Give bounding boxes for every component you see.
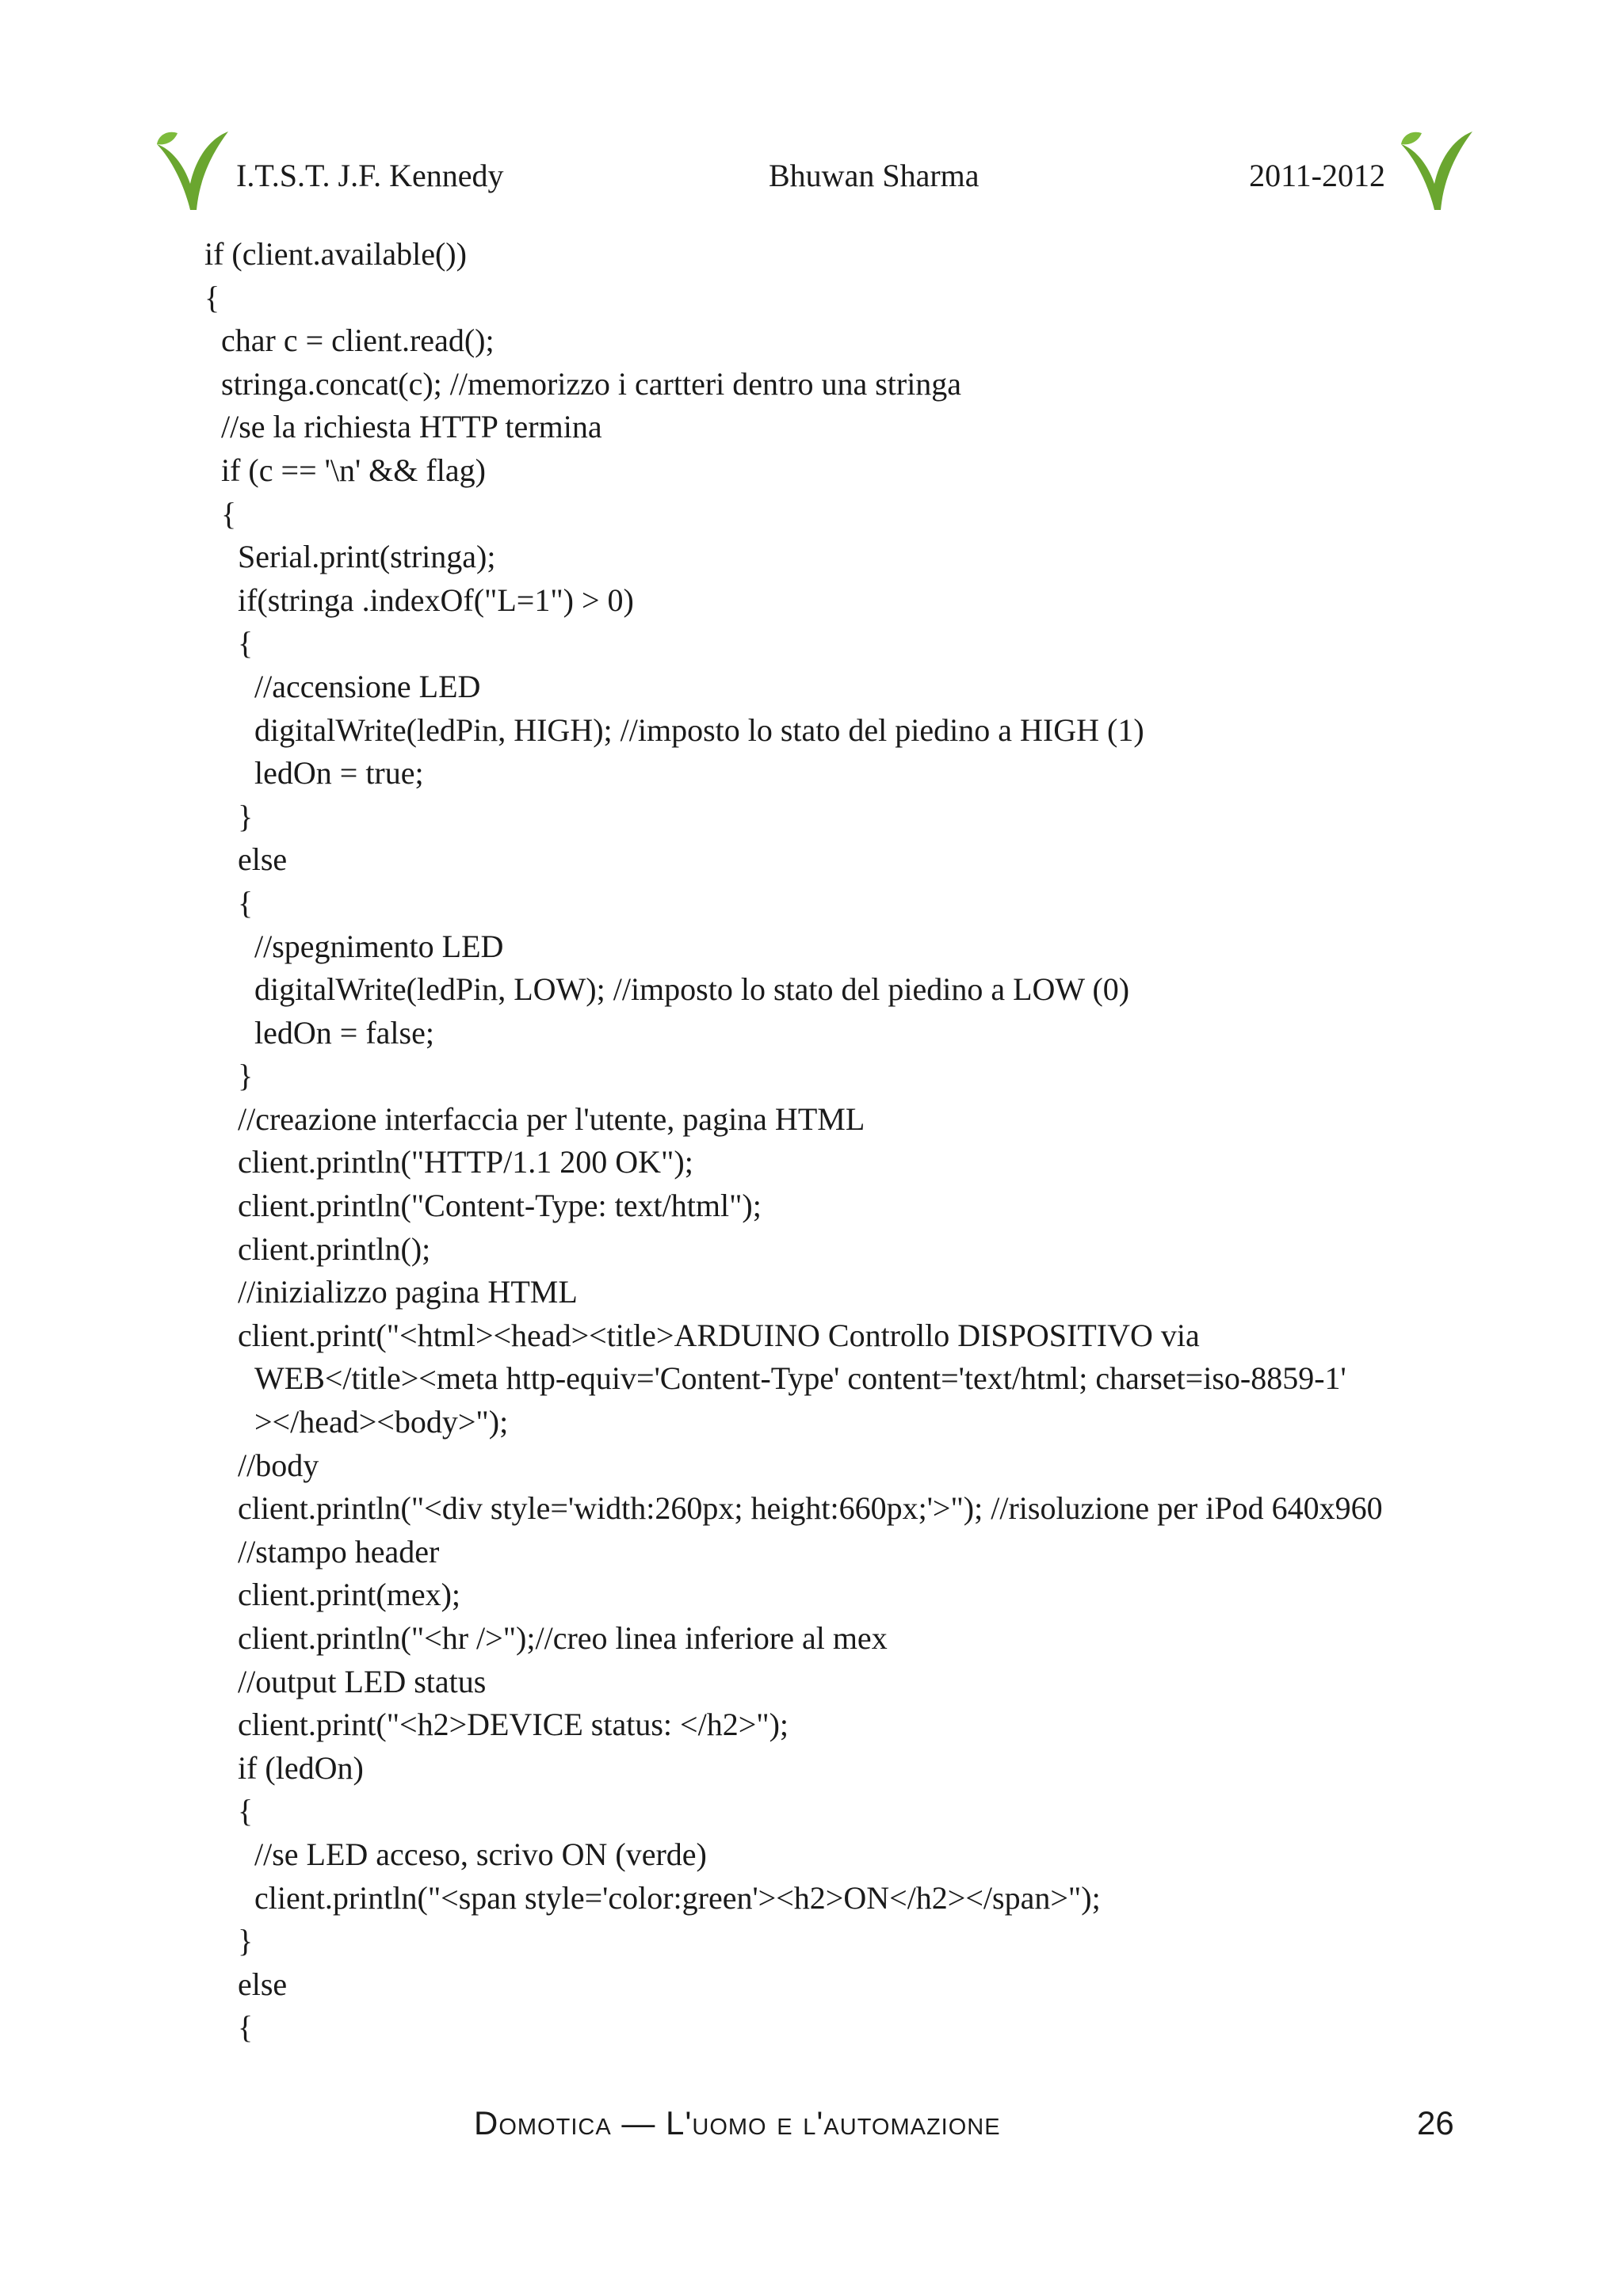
code-line: client.print(mex); [238, 1577, 461, 1613]
code-line: client.println("<div style='width:260px; height:660px;'>"); //risoluzione per iPod 640x960 [238, 1490, 1383, 1527]
code-line: //body [238, 1447, 319, 1483]
code-line: //output LED status [238, 1663, 487, 1699]
code-line: client.println("Content-Type: text/html"); [238, 1188, 762, 1224]
code-line: digitalWrite(ledPin, LOW); //imposto lo stato del piedino a LOW (0) [254, 971, 1130, 1008]
code-line: if (c == '\n' && flag) [221, 452, 486, 488]
code-listing [204, 233, 1488, 2050]
code-line: Serial.print(stringa); [238, 539, 496, 575]
code-line: } [238, 798, 254, 834]
code-line: { [238, 2009, 254, 2046]
code-line: if (client.available()) [204, 236, 467, 272]
code-line: stringa.concat(c); //memorizzo i cartteri dentro una stringa [221, 365, 962, 402]
code-line: client.print("<h2>DEVICE status: </h2>"); [238, 1707, 789, 1743]
code-line: else [238, 841, 288, 878]
leaf-logo-icon [151, 127, 230, 214]
code-line: client.print("<html><head><title>ARDUINO Controllo DISPOSITIVO via [238, 1317, 1200, 1353]
footer-title: Domotica — L'uomo e l'automazione [474, 2104, 1001, 2142]
code-line: //creazione interfaccia per l'utente, pagina HTML [238, 1100, 865, 1137]
code-line: { [221, 495, 237, 532]
code-line: { [238, 625, 254, 662]
code-line: } [238, 1923, 254, 1959]
code-line: client.println("HTTP/1.1 200 OK"); [238, 1144, 693, 1180]
leaf-logo-icon [1395, 127, 1474, 214]
code-line: ></head><body>"); [254, 1404, 509, 1440]
code-line: //spegnimento LED [254, 928, 504, 964]
code-line: digitalWrite(ledPin, HIGH); //imposto lo stato del piedino a HIGH (1) [254, 711, 1144, 748]
code-line: client.println("<span style='color:green'><h2>ON</h2></span>"); [254, 1879, 1101, 1916]
code-line: char c = client.read(); [221, 322, 495, 359]
code-line: client.println("<hr />");//creo linea inferiore al mex [238, 1620, 888, 1656]
code-line: client.println(); [238, 1230, 431, 1267]
code-line: //stampo header [238, 1533, 440, 1569]
code-line: if (ledOn) [238, 1749, 364, 1786]
code-line: //inizializzo pagina HTML [238, 1274, 578, 1310]
page-header [151, 127, 1474, 214]
code-line: { [238, 884, 254, 921]
header-author: Bhuwan Sharma [769, 158, 980, 193]
code-line: { [238, 1793, 254, 1829]
header-school: I.T.S.T. J.F. Kennedy [236, 158, 504, 193]
code-line: if(stringa .indexOf("L=1") > 0) [238, 582, 634, 618]
code-line: //se la richiesta HTTP termina [221, 409, 602, 445]
code-line: WEB</title><meta http-equiv='Content-Type' content='text/html; charset=iso-8859-1' [254, 1360, 1346, 1397]
page-footer [0, 2101, 1623, 2149]
code-line: } [238, 1058, 254, 1094]
code-line: ledOn = true; [254, 755, 424, 791]
code-line: //accensione LED [254, 668, 481, 704]
code-line: //se LED acceso, scrivo ON (verde) [254, 1836, 707, 1872]
code-line: { [204, 279, 220, 315]
code-line: else [238, 1966, 288, 2002]
page-number: 26 [1417, 2104, 1454, 2142]
code-line: ledOn = false; [254, 1014, 434, 1051]
header-year: 2011-2012 [1249, 158, 1385, 193]
